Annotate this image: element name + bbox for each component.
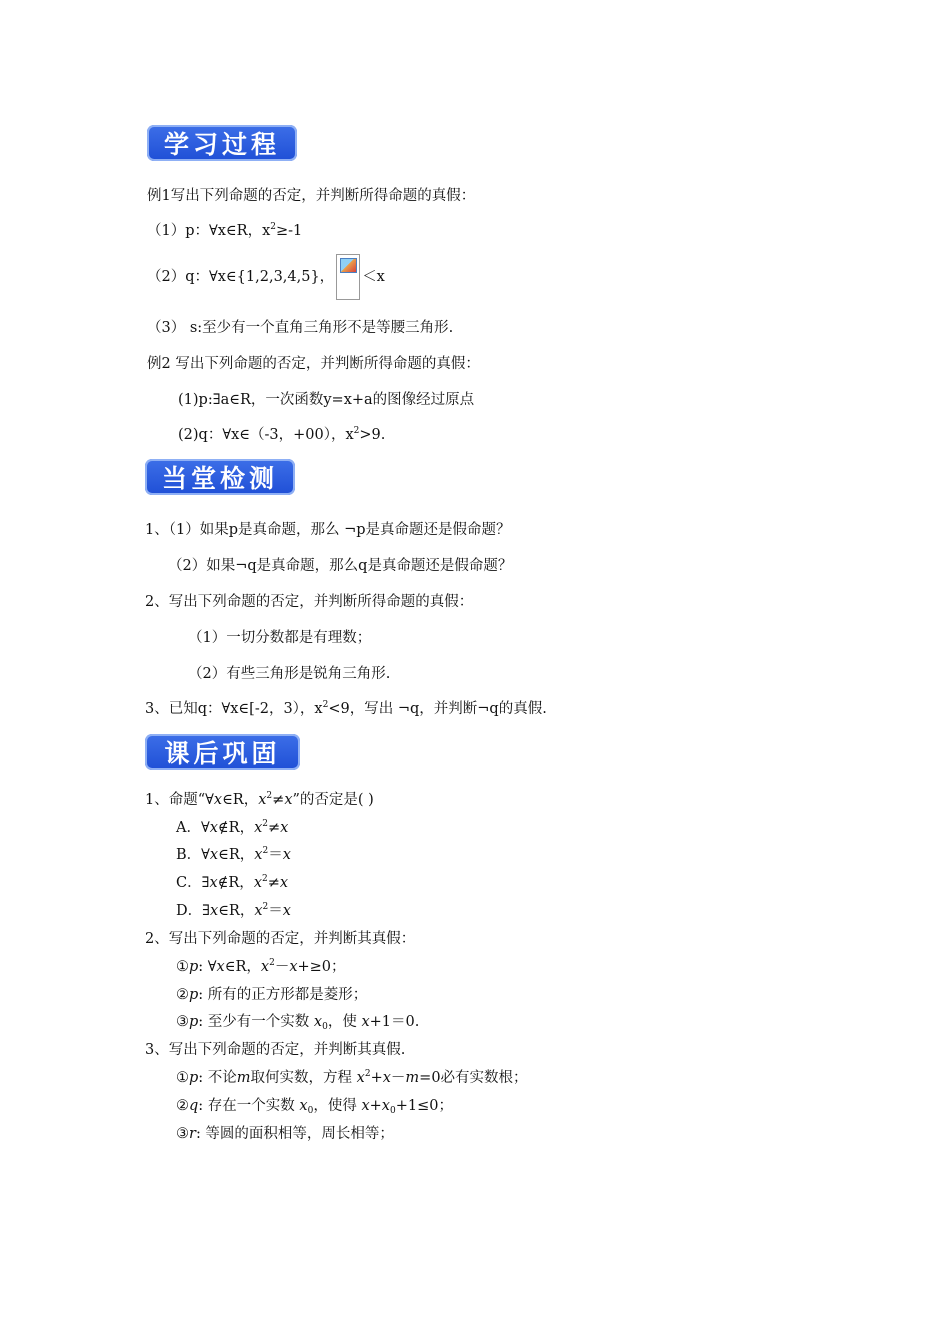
section-title: 当堂检测 <box>161 464 278 493</box>
after-q1-option-b: B．∀x∈R，$x^2=x$ <box>176 846 291 863</box>
section-banner-after <box>145 734 300 770</box>
test-q1b: （2）如果¬q是真命题，那么q是真命题还是假命题？ <box>168 558 513 574</box>
example1-item3: （3） s:至少有一个直角三角形不是等腰三角形. <box>147 320 454 336</box>
after-q2: 2、写出下列命题的否定，并判断其真假： <box>145 931 416 947</box>
after-q3-item3: ③r: 等圆的面积相等，周长相等； <box>176 1126 394 1142</box>
test-q3: 3、已知q：∀x∈[-2，3），$x^2<9$，写出 ¬q，并判断¬q的真假. <box>145 700 547 717</box>
section-banner-learning <box>147 125 297 161</box>
after-q2-item1: ①p: ∀x∈R，$x^2-x+\ge 0$； <box>176 958 346 975</box>
after-q3-item1: ①p: 不论m取何实数，方程 $x^2+x-m=0$必有实数根； <box>176 1069 528 1086</box>
example2-heading: 例2 写出下列命题的否定，并判断所得命题的真假： <box>147 356 480 372</box>
broken-image-icon <box>336 254 360 300</box>
example2-item1: (1)p:∃a∈R，一次函数y=x+a的图像经过原点 <box>178 392 475 408</box>
example1-item1: （1）p：∀x∈R，$x^2\ge-1$ <box>147 222 303 239</box>
test-q2b: （2）有些三角形是锐角三角形. <box>188 666 391 682</box>
after-q2-item2: ②p: 所有的正方形都是菱形； <box>176 987 368 1003</box>
after-q1-option-d: D．∃x∈R，$x^2=x$ <box>176 902 291 919</box>
test-q1a: 1、（1）如果p是真命题，那么 ¬p是真命题还是假命题？ <box>145 522 511 538</box>
section-title: 课后巩固 <box>164 739 281 768</box>
example1-heading: 例1写出下列命题的否定，并判断所得命题的真假： <box>147 188 476 204</box>
after-q3: 3、写出下列命题的否定，并判断其真假. <box>145 1042 406 1058</box>
test-q2a: （1）一切分数都是有理数； <box>188 630 372 646</box>
example2-item2: (2)q：∀x∈（-3，+00），$x^2>9$. <box>178 426 386 443</box>
test-q2: 2、写出下列命题的否定，并判断所得命题的真假： <box>145 594 474 610</box>
after-q3-item2: ②q: 存在一个实数 $x_0$，使得 $x+x_0+1\le 0$； <box>176 1098 453 1116</box>
after-q1-option-c: C．∃x∉R，$x^2\ne x$ <box>176 874 289 891</box>
after-q2-item3: ③p: 至少有一个实数 $x_0$，使 x+1＝0. <box>176 1014 420 1032</box>
after-q1-option-a: A．∀x∉R，$x^2\ne x$ <box>176 819 289 836</box>
section-title: 学习过程 <box>163 130 280 159</box>
section-banner-classtest <box>145 459 295 495</box>
after-q1: 1、命题“∀x∈R，$x^2\ne x$”的否定是( ) <box>145 791 374 808</box>
example1-item2: （2）q：∀x∈{1,2,3,4,5}， ＜x <box>147 253 385 301</box>
